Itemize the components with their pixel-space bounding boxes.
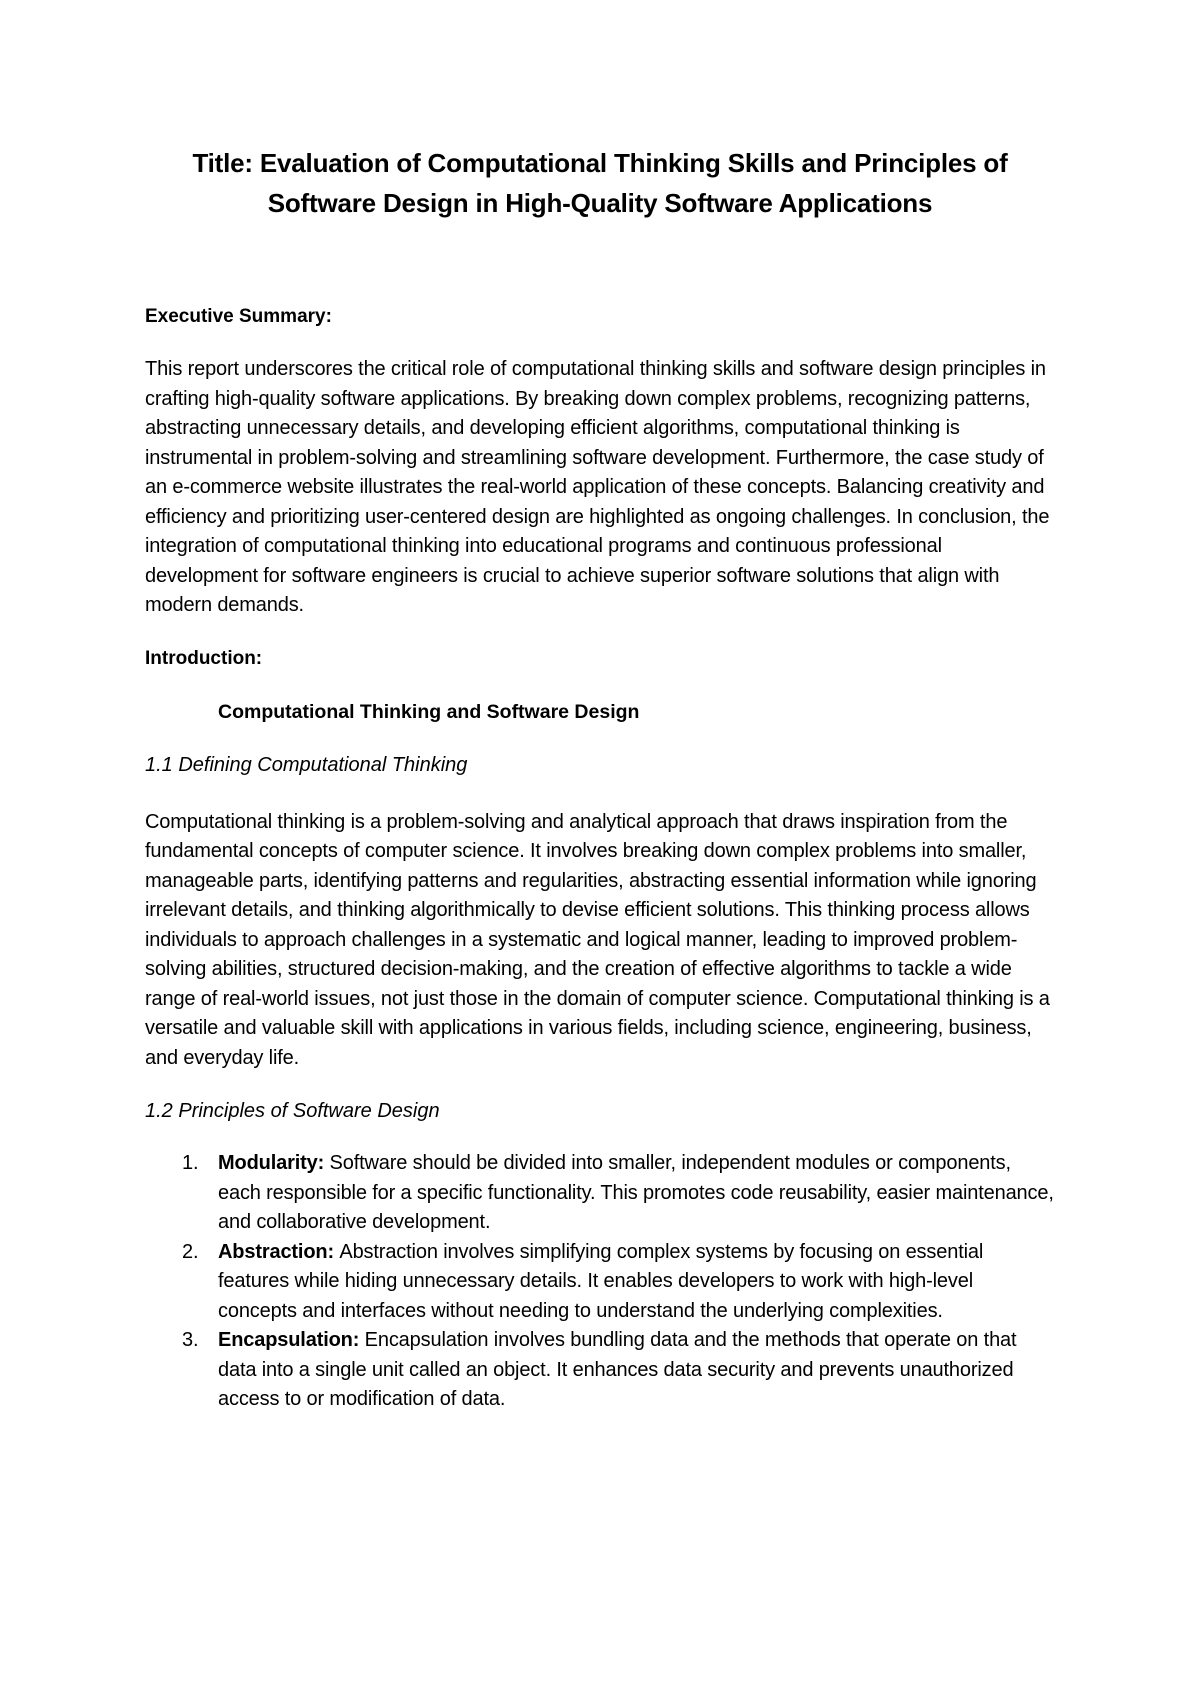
- section-1-1-body: Computational thinking is a problem-solving and analytical approach that draws inspiration from the fundamental concepts of computer science. It involves breaking down complex problems into smaller, manageable parts, identifying patterns and regularities, abstracting essential information while ignoring irrelevant details, and thinking algorithmically to devise efficient solutions. This thinking process allows individuals to approach challenges in a systematic and logical manner, leading to improved problem-solving abilities, structured decision-making, and the creation of effective algorithms to tackle a wide range of real-world issues, not just those in the domain of computer science. Computational thinking is a versatile and valuable skill with applications in various fields, including science, engineering, business, and everyday life.: [145, 810, 1050, 1069]
- list-item-text: Abstraction involves simplifying complex systems by focusing on essential features while hiding unnecessary details. It enables developers to work with high-level concepts and interfaces without needing to understand the underlying complexities.: [218, 1240, 984, 1322]
- list-item-number: 3.: [182, 1329, 199, 1351]
- executive-summary-heading: Executive Summary:: [145, 306, 332, 327]
- section-1-1-heading: 1.1 Defining Computational Thinking: [145, 753, 468, 776]
- document-title: Title: Evaluation of Computational Thinking Skills and Principles of Software Design in High-Quality Software Applications: [192, 148, 1008, 218]
- list-item: [145, 1149, 1055, 1238]
- list-item-term: Modularity:: [218, 1152, 330, 1174]
- section-1-2-heading: 1.2 Principles of Software Design: [145, 1100, 440, 1122]
- list-item-text: Software should be divided into smaller, independent modules or components, each responsible for a specific functionality. This promotes code reusability, easier maintenance, and collaborative development.: [218, 1152, 1054, 1233]
- list-item-term: Encapsulation:: [218, 1329, 365, 1351]
- list-item: [145, 1326, 1055, 1415]
- principles-list: [145, 1149, 1055, 1415]
- list-item-number: 1.: [182, 1152, 199, 1174]
- executive-summary-body: This report underscores the critical role of computational thinking skills and software design principles in crafting high-quality software applications. By breaking down complex problems, recognizing patterns, abstracting unnecessary details, and developing efficient algorithms, computational thinking is instrumental in problem-solving and streamlining software development. Furthermore, the case study of an e-commerce website illustrates the real-world application of these concepts. Balancing creativity and efficiency and prioritizing user-centered design are highlighted as ongoing challenges. In conclusion, the integration of computational thinking into educational programs and continuous professional development for software engineers is crucial to achieve superior software solutions that align with modern demands.: [145, 358, 1050, 616]
- document-content: [145, 143, 1055, 1415]
- list-item: [145, 1238, 1055, 1327]
- list-item-term: Abstraction:: [218, 1240, 340, 1263]
- list-item-text: Encapsulation involves bundling data and the methods that operate on that data into a single unit called an object. It enhances data security and prevents unauthorized access to or modification of data.: [218, 1329, 1017, 1410]
- list-item-number: 2.: [182, 1240, 199, 1263]
- introduction-heading: Introduction:: [145, 647, 263, 669]
- introduction-subheading: Computational Thinking and Software Design: [218, 700, 640, 723]
